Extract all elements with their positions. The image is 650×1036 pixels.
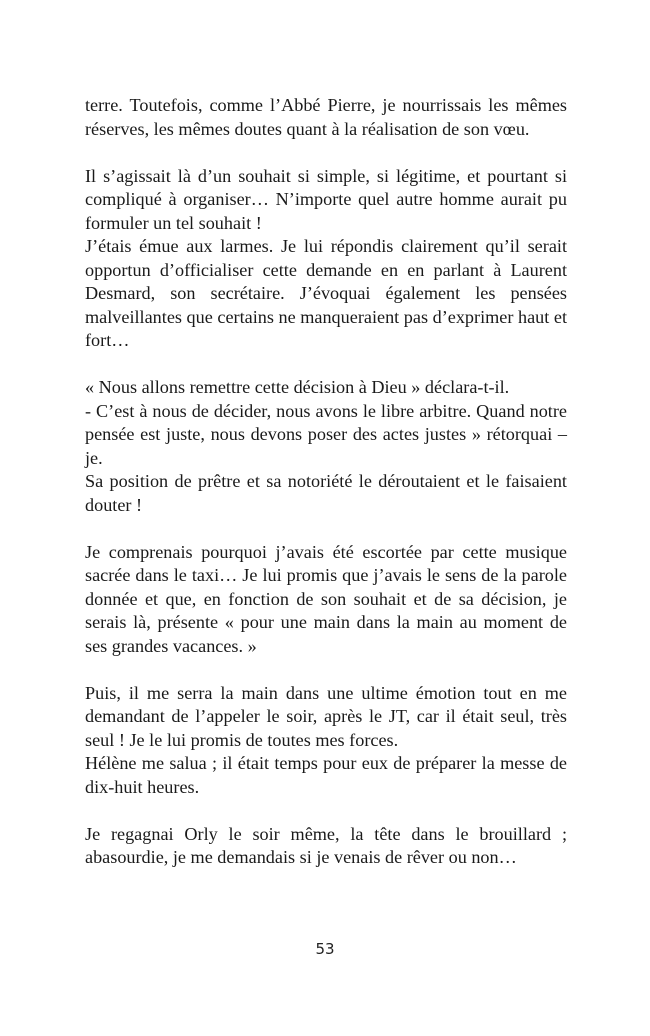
paragraph (85, 823, 567, 870)
text-line: Hélène me salua ; il était temps pour eux de préparer la messe de dix-huit heures. (85, 753, 567, 797)
page-body (85, 94, 567, 893)
text-line: Je regagnai Orly le soir même, la tête dans le brouillard ; abasourdie, je me demandais si je venais de rêver ou non… (85, 823, 567, 867)
text-line: Sa position de prêtre et sa notoriété le déroutaient et le faisaient douter ! (85, 471, 567, 515)
paragraph (85, 165, 567, 353)
text-line: J’étais émue aux larmes. Je lui répondis clairement qu’il serait opportun d’officialiser cette demande en en parlant à Laurent Desmard, son secrétaire. J’évoquai également les pensées malveillantes que certains ne manqueraient pas d’exprimer haut et fort… (85, 236, 567, 350)
text-line: - C’est à nous de décider, nous avons le libre arbitre. Quand notre pensée est juste, nous devons poser des actes justes » rétorquai –je. (85, 400, 567, 468)
paragraph (85, 94, 567, 141)
text-line: « Nous allons remettre cette décision à Dieu » déclara-t-il. (85, 377, 510, 397)
text-line: Puis, il me serra la main dans une ultime émotion tout en me demandant de l’appeler le soir, après le JT, car il était seul, très seul ! Je le lui promis de toutes mes forces. (85, 682, 567, 750)
text-line: Je comprenais pourquoi j’avais été escortée par cette musique sacrée dans le taxi… Je lui promis que j’avais le sens de la parole donnée et que, en fonction de son souhait et de sa décision, je serais là, présente « pour une main dans la main au moment de ses grandes vacances. » (85, 541, 567, 656)
paragraph (85, 376, 567, 517)
page-number: 53 (315, 940, 335, 958)
paragraph (85, 541, 567, 659)
text-line: terre. Toutefois, comme l’Abbé Pierre, je nourrissais les mêmes réserves, les mêmes doutes quant à la réalisation de son vœu. (85, 95, 567, 139)
text-line: Il s’agissait là d’un souhait si simple, si légitime, et pourtant si compliqué à organiser… N’importe quel autre homme aurait pu formuler un tel souhait ! (85, 165, 567, 233)
paragraph (85, 682, 567, 800)
